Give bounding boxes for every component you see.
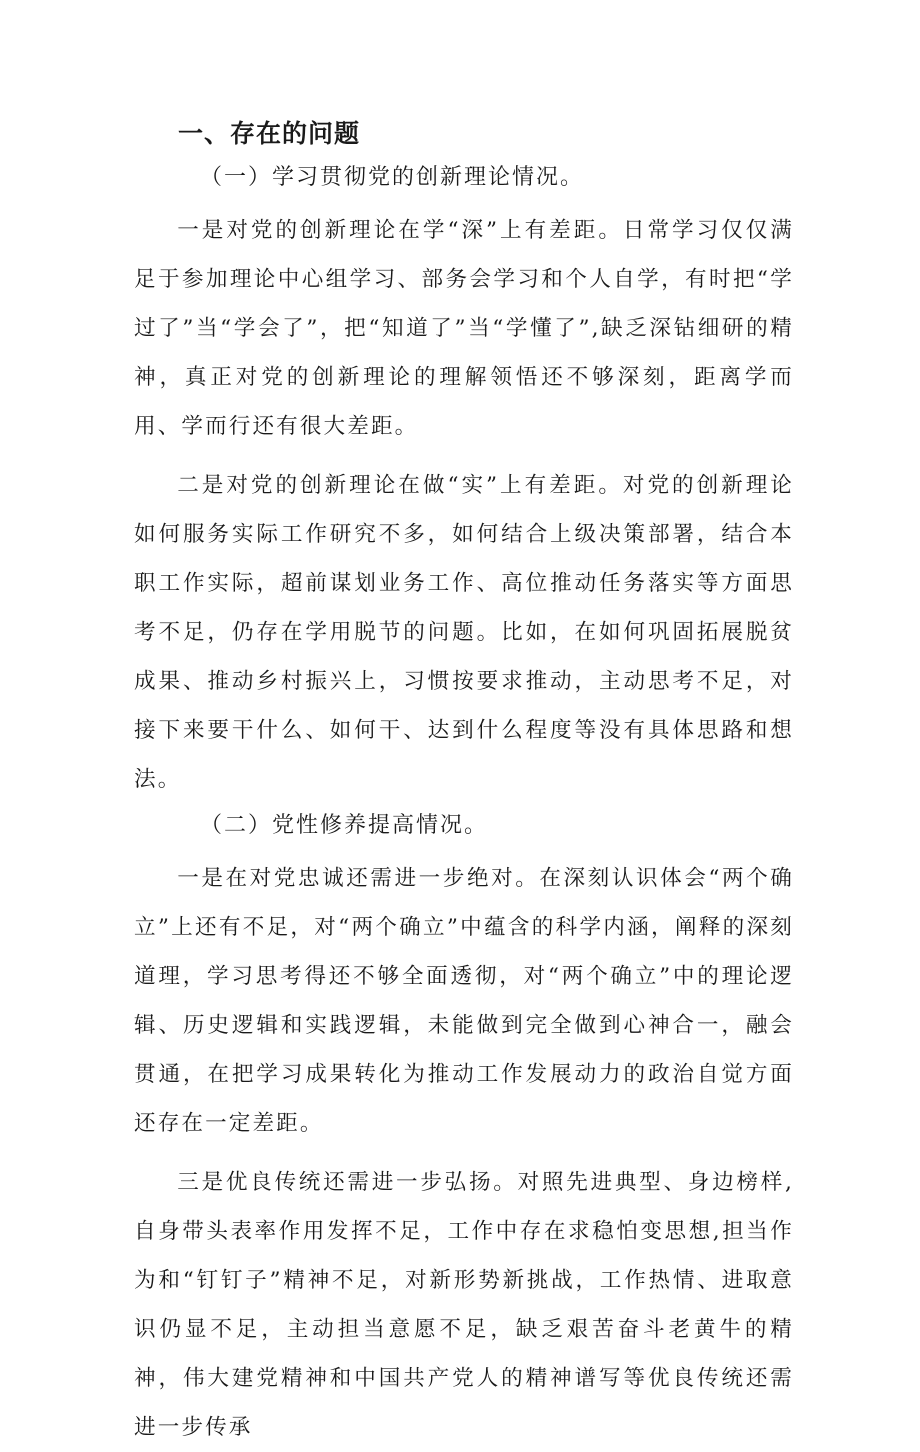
paragraph: 二是对党的创新理论在做“实”上有差距。对党的创新理论如何服务实际工作研究不多，如何结合上级决策部署，结合本职工作实际，超前谋划业务工作、高位推动任务落实等方面思考不足，仍存在学用脱节的问题。比如，在如何巩固拓展脱贫成果、推动乡村振兴上，习惯按要求推动，主动思考不足，对接下来要干什么、如何干、达到什么程度等没有具体思路和想法。 (134, 473, 794, 792)
paragraph: 一是在对党忠诚还需进一步绝对。在深刻认识体会“两个确立”上还有不足，对“两个确立”中蕴含的科学内涵，阐释的深刻道理，学习思考得还不够全面透彻，对“两个确立”中的理论逻辑、历史逻辑和实践逻辑，未能做到完全做到心神合一，融会贯通，在把学习成果转化为推动工作发展动力的政治自觉方面还存在一定差距。 (134, 866, 794, 1136)
paragraph: 一是对党的创新理论在学“深”上有差距。日常学习仅仅满足于参加理论中心组学习、部务会学习和个人自学，有时把“学过了”当“学会了”，把“知道了”当“学懂了”,缺乏深钻细研的精神，真正对党的创新理论的理解领悟还不够深刻，距离学而用、学而行还有很大差距。 (134, 218, 794, 439)
document-body (134, 112, 794, 1452)
subsection-title-2: （二）党性修养提高情况。 (200, 813, 489, 838)
section-title: 一、存在的问题 (178, 119, 361, 148)
subsection-title-1: （一）学习贯彻党的创新理论情况。 (200, 165, 585, 190)
paragraph: 三是优良传统还需进一步弘扬。对照先进典型、身边榜样,自身带头表率作用发挥不足，工作中存在求稳怕变思想,担当作为和“钉钉子”精神不足，对新形势新挑战，工作热情、进取意识仍显不足，主动担当意愿不足，缺乏艰苦奋斗老黄牛的精神，伟大建党精神和中国共产党人的精神谱写等优良传统还需进一步传承 (134, 1170, 794, 1440)
